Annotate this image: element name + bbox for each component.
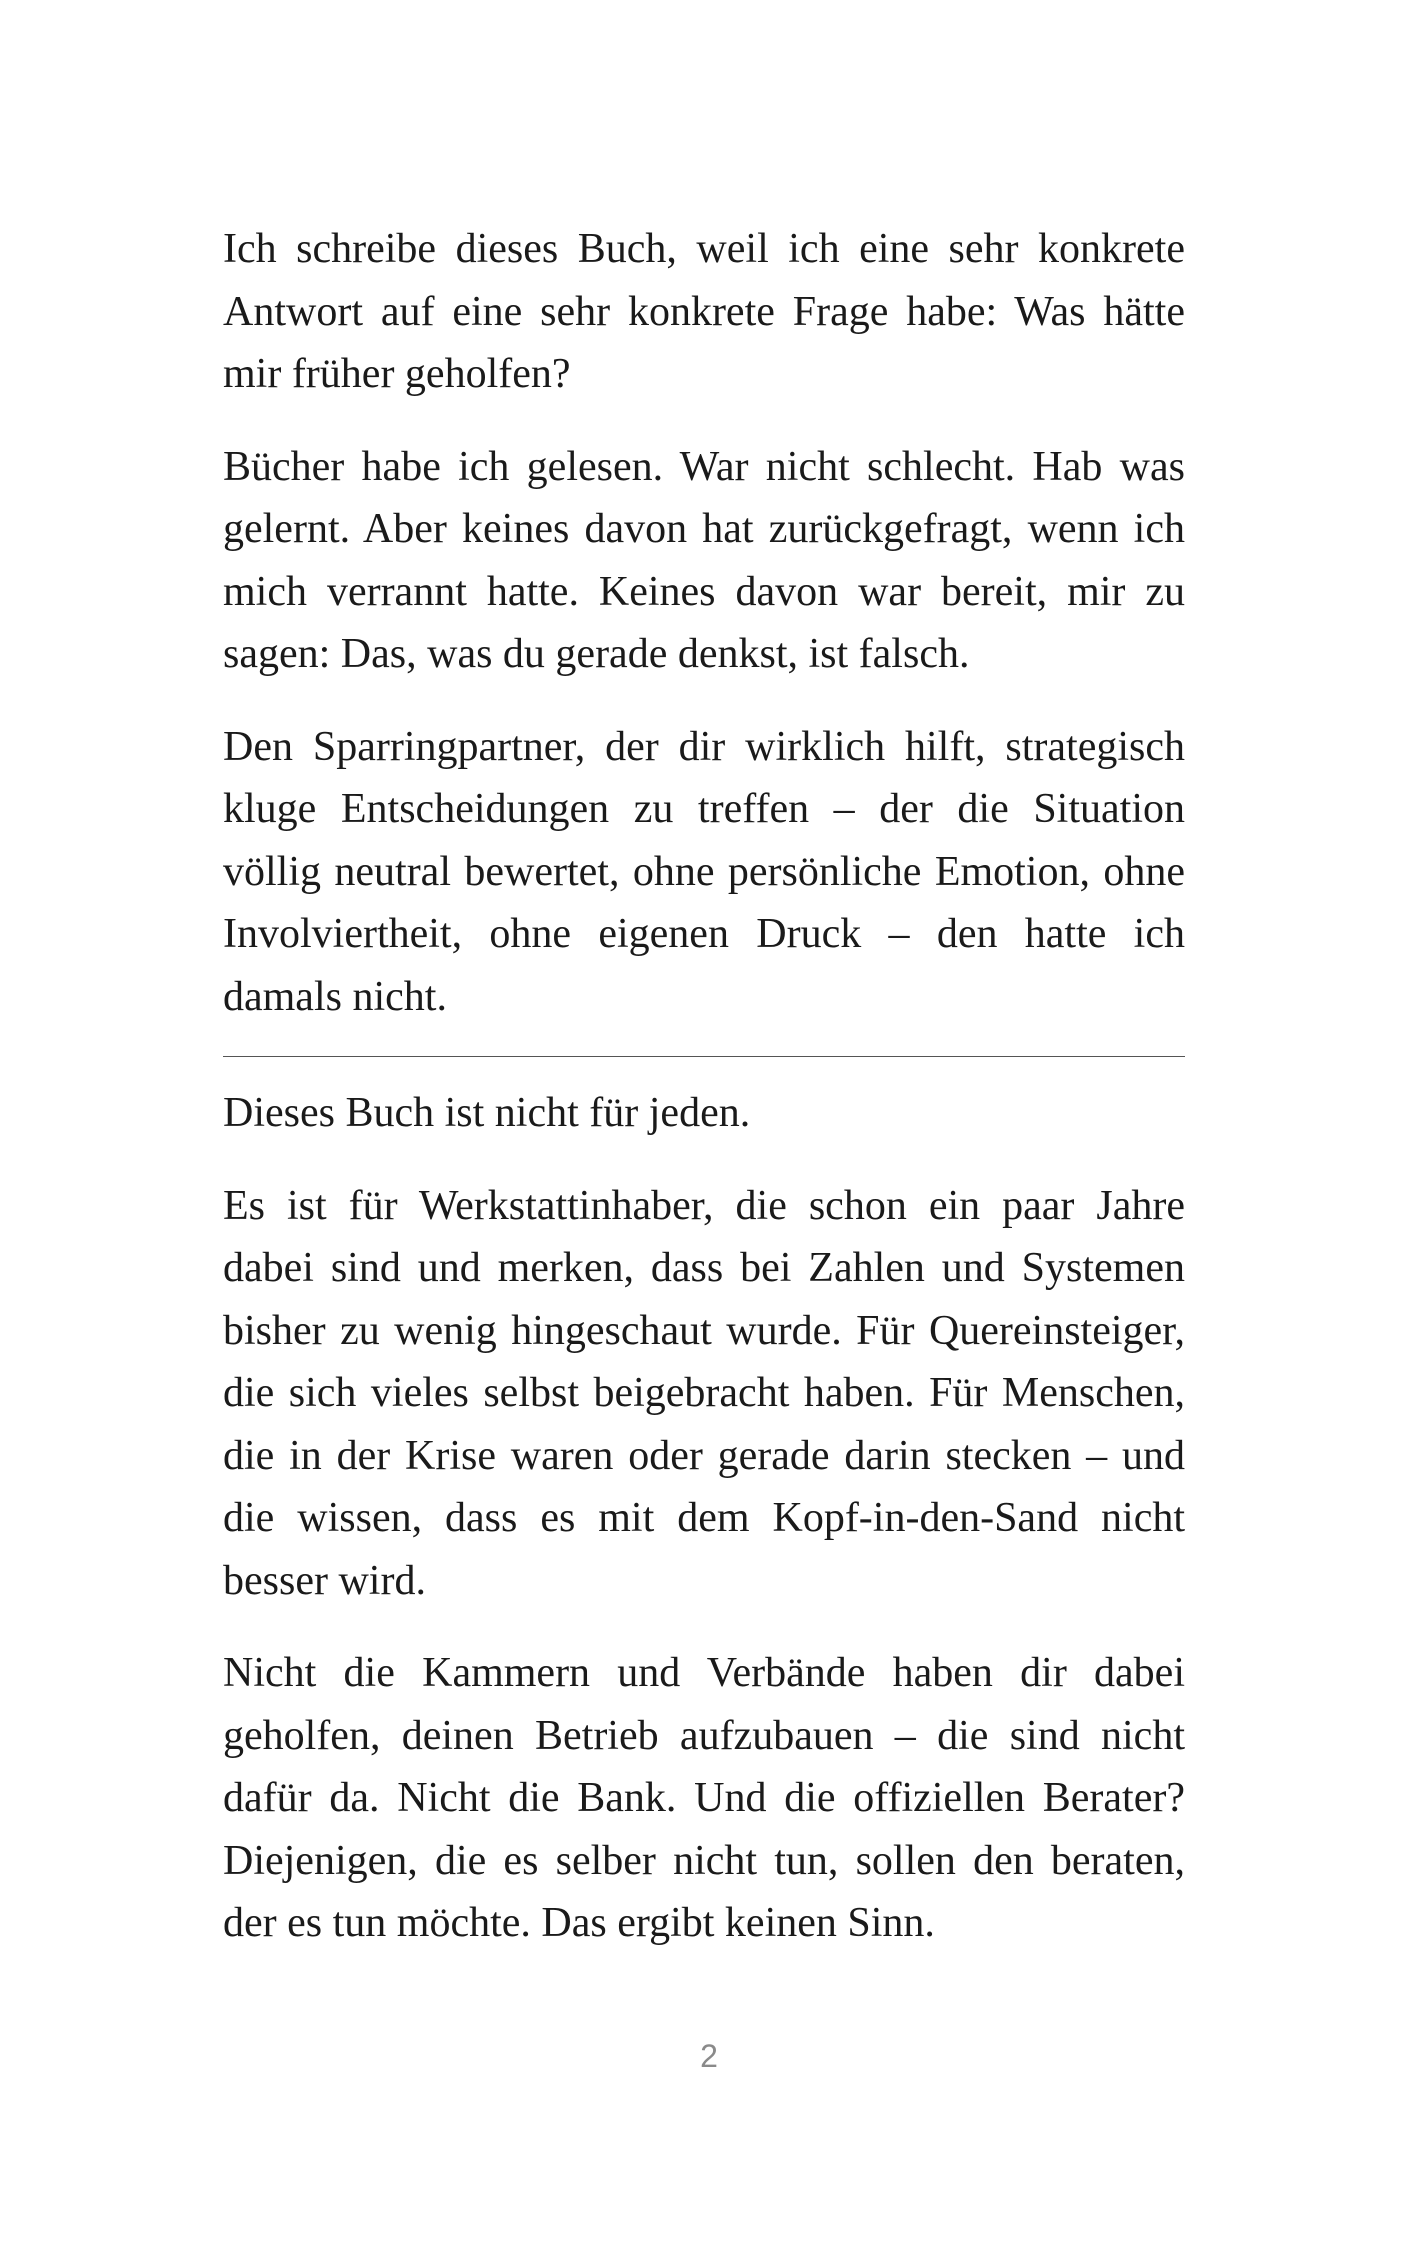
book-page: [223, 218, 1185, 1955]
paragraph: Den Sparringpartner, der dir wirklich hilft, strategisch kluge Entscheidungen zu treffen – der die Situation völlig neutral bewertet, ohne persönliche Emotion, ohne Involviertheit, ohne eigenen Druck – den hatte ich damals nicht.: [223, 723, 1185, 1020]
paragraph: Dieses Buch ist nicht für jeden.: [223, 1090, 751, 1136]
section-divider: [223, 1056, 1185, 1057]
paragraph: Bücher habe ich gelesen. War nicht schlecht. Hab was gelernt. Aber keines davon hat zurückgefragt, wenn ich mich verrannt hatte. Keines davon war bereit, mir zu sagen: Das, was du gerade denkst, ist falsch.: [223, 443, 1185, 677]
section-one: [223, 218, 1185, 1028]
section-two: [223, 1082, 1185, 1955]
paragraph: Es ist für Werkstattinhaber, die schon ein paar Jahre dabei sind und merken, dass bei Zahlen und Systemen bisher zu wenig hingeschaut wurde. Für Quereinsteiger, die sich vieles selbst beigebracht haben. Für Menschen, die in der Krise waren oder gerade darin stecken – und die wissen, dass es mit dem Kopf-in-den-Sand nicht besser wird.: [223, 1182, 1185, 1604]
paragraph: Ich schreibe dieses Buch, weil ich eine sehr konkrete Antwort auf eine sehr konkrete Frage habe: Was hätte mir früher geholfen?: [223, 226, 1185, 397]
page-number: 2: [700, 2038, 718, 2074]
paragraph: Nicht die Kammern und Verbände haben dir dabei geholfen, deinen Betrieb aufzubauen – die sind nicht dafür da. Nicht die Bank. Und die offiziellen Berater? Diejenigen, die es selber nicht tun, sollen den beraten, der es tun möchte. Das ergibt keinen Sinn.: [223, 1650, 1185, 1946]
